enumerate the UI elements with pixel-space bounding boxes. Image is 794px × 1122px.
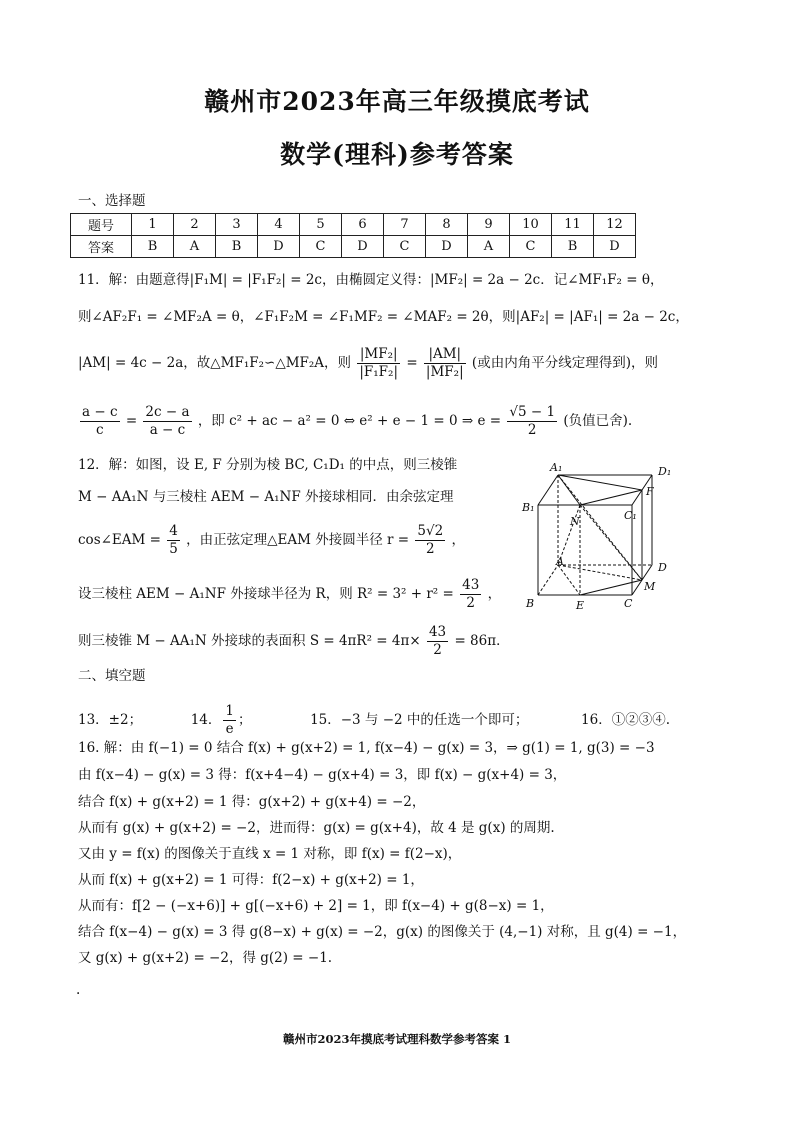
answer-13: 13．±2； bbox=[78, 712, 143, 728]
q11-line-4-text: ，即 c² + ac − a² = 0 ⇔ e² + e − 1 = 0 ⇒ e = bbox=[197, 413, 502, 429]
question-number: 1 bbox=[132, 214, 174, 236]
fraction bbox=[80, 404, 120, 439]
fraction-num: |AM| bbox=[424, 346, 466, 364]
label-c1: C₁ bbox=[624, 509, 637, 522]
fraction bbox=[424, 346, 466, 381]
q12-line-3 bbox=[78, 520, 465, 560]
fraction-den: e bbox=[225, 721, 234, 737]
answer-cell: C bbox=[300, 236, 342, 258]
section-heading-choice: 一、选择题 bbox=[78, 193, 146, 209]
q12-line-4-tail: ， bbox=[487, 586, 502, 602]
prism-diagram bbox=[520, 465, 680, 615]
fraction-num: 1 bbox=[225, 703, 234, 719]
answer-14-label: 14． bbox=[190, 712, 222, 728]
answer-cell: D bbox=[258, 236, 300, 258]
q16-line: 从而有 g(x) + g(x+2) = −2，进而得：g(x) = g(x+4)，故 4 是 g(x) 的周期. bbox=[78, 820, 555, 836]
answer-14-tail: ； bbox=[237, 712, 252, 728]
label-f: F bbox=[646, 485, 654, 498]
answer-16: 16．①②③④. bbox=[581, 712, 670, 728]
q11-line-4-tail: (负值已舍). bbox=[563, 413, 633, 429]
q16-line: 从而有：f[2 − (−x+6)] + g[(−x+6) + 2] = 1，即 f(x−4) + g(8−x) = 1， bbox=[78, 898, 554, 914]
q12-line-5-text: 则三棱锥 M − AA₁N 外接球的表面积 S = 4πR² = 4π× bbox=[78, 633, 421, 649]
label-b1: B₁ bbox=[522, 501, 535, 514]
q12-line-3-mid: ，由正弦定理△EAM 外接圆半径 r = bbox=[186, 532, 410, 548]
label-a1: A₁ bbox=[550, 461, 563, 474]
fraction bbox=[427, 624, 448, 659]
question-number: 5 bbox=[300, 214, 342, 236]
q12-line-1: 12．解：如图，设 E, F 分别为棱 BC, C₁D₁ 的中点，则三棱锥 bbox=[78, 457, 458, 473]
question-number: 3 bbox=[216, 214, 258, 236]
label-d: D bbox=[658, 561, 667, 574]
fraction bbox=[460, 577, 481, 612]
q11-line-3-tail: (或由内角平分线定理得到)，则 bbox=[471, 355, 658, 371]
fraction bbox=[167, 523, 180, 558]
page-footer: 赣州市2023年摸底考试理科数学参考答案 1 bbox=[282, 1032, 511, 1046]
q16-line: 又 g(x) + g(x+2) = −2，得 g(2) = −1. bbox=[78, 950, 333, 966]
fraction bbox=[415, 523, 445, 558]
question-number: 12 bbox=[594, 214, 636, 236]
table-header-label: 题号 bbox=[71, 214, 132, 236]
q12-line-5-tail: = 86π． bbox=[454, 633, 510, 649]
q12-line-5 bbox=[78, 621, 510, 661]
label-n: N bbox=[570, 515, 580, 528]
document-title: 赣州市2023年高三年级摸底考试 bbox=[204, 87, 590, 116]
fraction-num: a − c bbox=[82, 404, 118, 420]
q16-line: 16. 解：由 f(−1) = 0 结合 f(x) + g(x+2) = 1, f(x−4) − g(x) = 3，⇒ g(1) = 1, g(3) = −3 bbox=[78, 740, 655, 756]
answer-cell: A bbox=[468, 236, 510, 258]
q16-line: 由 f(x−4) − g(x) = 3 得：f(x+4−4) − g(x+4) = 3，即 f(x) − g(x+4) = 3， bbox=[78, 767, 567, 783]
prism-figure bbox=[520, 461, 680, 615]
fill-answers-row bbox=[78, 700, 670, 740]
table-answer-label: 答案 bbox=[71, 236, 132, 258]
document-subtitle: 数学(理科)参考答案 bbox=[280, 140, 514, 169]
answer-cell: B bbox=[216, 236, 258, 258]
fraction-num: √5 − 1 bbox=[509, 404, 556, 420]
q11-line-1: 11．解：由题意得|F₁M| = |F₁F₂| = 2c，由椭圆定义得：|MF₂| = 2a − 2c．记∠MF₁F₂ = θ， bbox=[78, 272, 664, 288]
fraction bbox=[507, 404, 557, 439]
question-number: 10 bbox=[510, 214, 552, 236]
fraction-num: 43 bbox=[462, 577, 480, 593]
answer-cell: D bbox=[594, 236, 636, 258]
label-a: A bbox=[556, 555, 564, 568]
fraction-den: 2 bbox=[466, 595, 476, 611]
fraction-den: a − c bbox=[149, 422, 186, 438]
q16-line: 结合 f(x) + g(x+2) = 1 得：g(x+2) + g(x+4) = −2， bbox=[78, 794, 426, 810]
question-number: 6 bbox=[342, 214, 384, 236]
fraction bbox=[223, 703, 236, 738]
answer-table bbox=[70, 213, 636, 258]
fraction-num: |MF₂| bbox=[357, 346, 400, 364]
question-number: 2 bbox=[174, 214, 216, 236]
stray-dot: . bbox=[76, 982, 81, 998]
q11-line-3-text: |AM| = 4c − 2a，故△MF₁F₂∽△MF₂A，则 bbox=[78, 355, 352, 371]
label-e: E bbox=[576, 599, 585, 612]
equals-sign: = bbox=[125, 413, 138, 429]
fraction-den: 2 bbox=[433, 642, 442, 658]
question-number: 8 bbox=[426, 214, 468, 236]
fraction-num: 2c − a bbox=[145, 404, 190, 420]
fraction-den: 2 bbox=[527, 422, 537, 438]
question-number: 4 bbox=[258, 214, 300, 236]
answer-cell: A bbox=[174, 236, 216, 258]
table-row bbox=[71, 236, 636, 258]
q12-line-2: M − AA₁N 与三棱柱 AEM − A₁NF 外接球相同．由余弦定理 bbox=[78, 489, 454, 505]
fraction bbox=[357, 346, 400, 381]
q11-line-4 bbox=[78, 401, 632, 441]
question-number: 7 bbox=[384, 214, 426, 236]
fraction-den: |F₁F₂| bbox=[359, 364, 399, 380]
q16-line: 从而 f(x) + g(x+2) = 1 可得：f(2−x) + g(x+2) = 1， bbox=[78, 872, 424, 888]
answer-cell: D bbox=[342, 236, 384, 258]
label-d1: D₁ bbox=[658, 465, 672, 478]
fraction-den: 2 bbox=[426, 541, 435, 557]
q12-line-4 bbox=[78, 574, 501, 614]
fraction-num: 5√2 bbox=[417, 523, 444, 539]
q16-line: 又由 y = f(x) 的图像关于直线 x = 1 对称，即 f(x) = f(2−x)， bbox=[78, 846, 462, 862]
fraction-den: 5 bbox=[169, 541, 178, 557]
answer-cell: D bbox=[426, 236, 468, 258]
label-c: C bbox=[624, 597, 633, 610]
fraction-den: |MF₂| bbox=[425, 364, 464, 380]
q16-line: 结合 f(x−4) − g(x) = 3 得 g(8−x) + g(x) = −2，g(x) 的图像关于 (4,−1) 对称，且 g(4) = −1， bbox=[78, 924, 687, 940]
answer-cell: C bbox=[510, 236, 552, 258]
q12-line-3-tail: ， bbox=[451, 532, 465, 548]
fraction-num: 43 bbox=[428, 624, 447, 640]
question-number: 11 bbox=[552, 214, 594, 236]
q12-line-3-text: cos∠EAM = bbox=[78, 532, 161, 548]
table-row bbox=[71, 214, 636, 236]
fraction bbox=[143, 404, 191, 439]
answer-cell: C bbox=[384, 236, 426, 258]
question-number: 9 bbox=[468, 214, 510, 236]
q11-line-3 bbox=[78, 343, 658, 383]
q12-line-4-text: 设三棱柱 AEM − A₁NF 外接球半径为 R，则 R² = 3² + r² = bbox=[78, 586, 454, 602]
fraction-den: c bbox=[95, 422, 104, 438]
label-b: B bbox=[526, 597, 535, 610]
fraction-num: 4 bbox=[169, 523, 178, 539]
answer-cell: B bbox=[132, 236, 174, 258]
label-m: M bbox=[644, 580, 656, 593]
q11-line-2: 则∠AF₂F₁ = ∠MF₂A = θ，∠F₁F₂M = ∠F₁MF₂ = ∠MAF₂ = 2θ，则|AF₂| = |AF₁| = 2a − 2c， bbox=[78, 309, 689, 325]
answer-15: 15．−3 与 −2 中的任选一个即可； bbox=[310, 712, 529, 728]
equals-sign: = bbox=[406, 355, 418, 371]
answer-cell: B bbox=[552, 236, 594, 258]
section-heading-fill: 二、填空题 bbox=[78, 668, 146, 684]
